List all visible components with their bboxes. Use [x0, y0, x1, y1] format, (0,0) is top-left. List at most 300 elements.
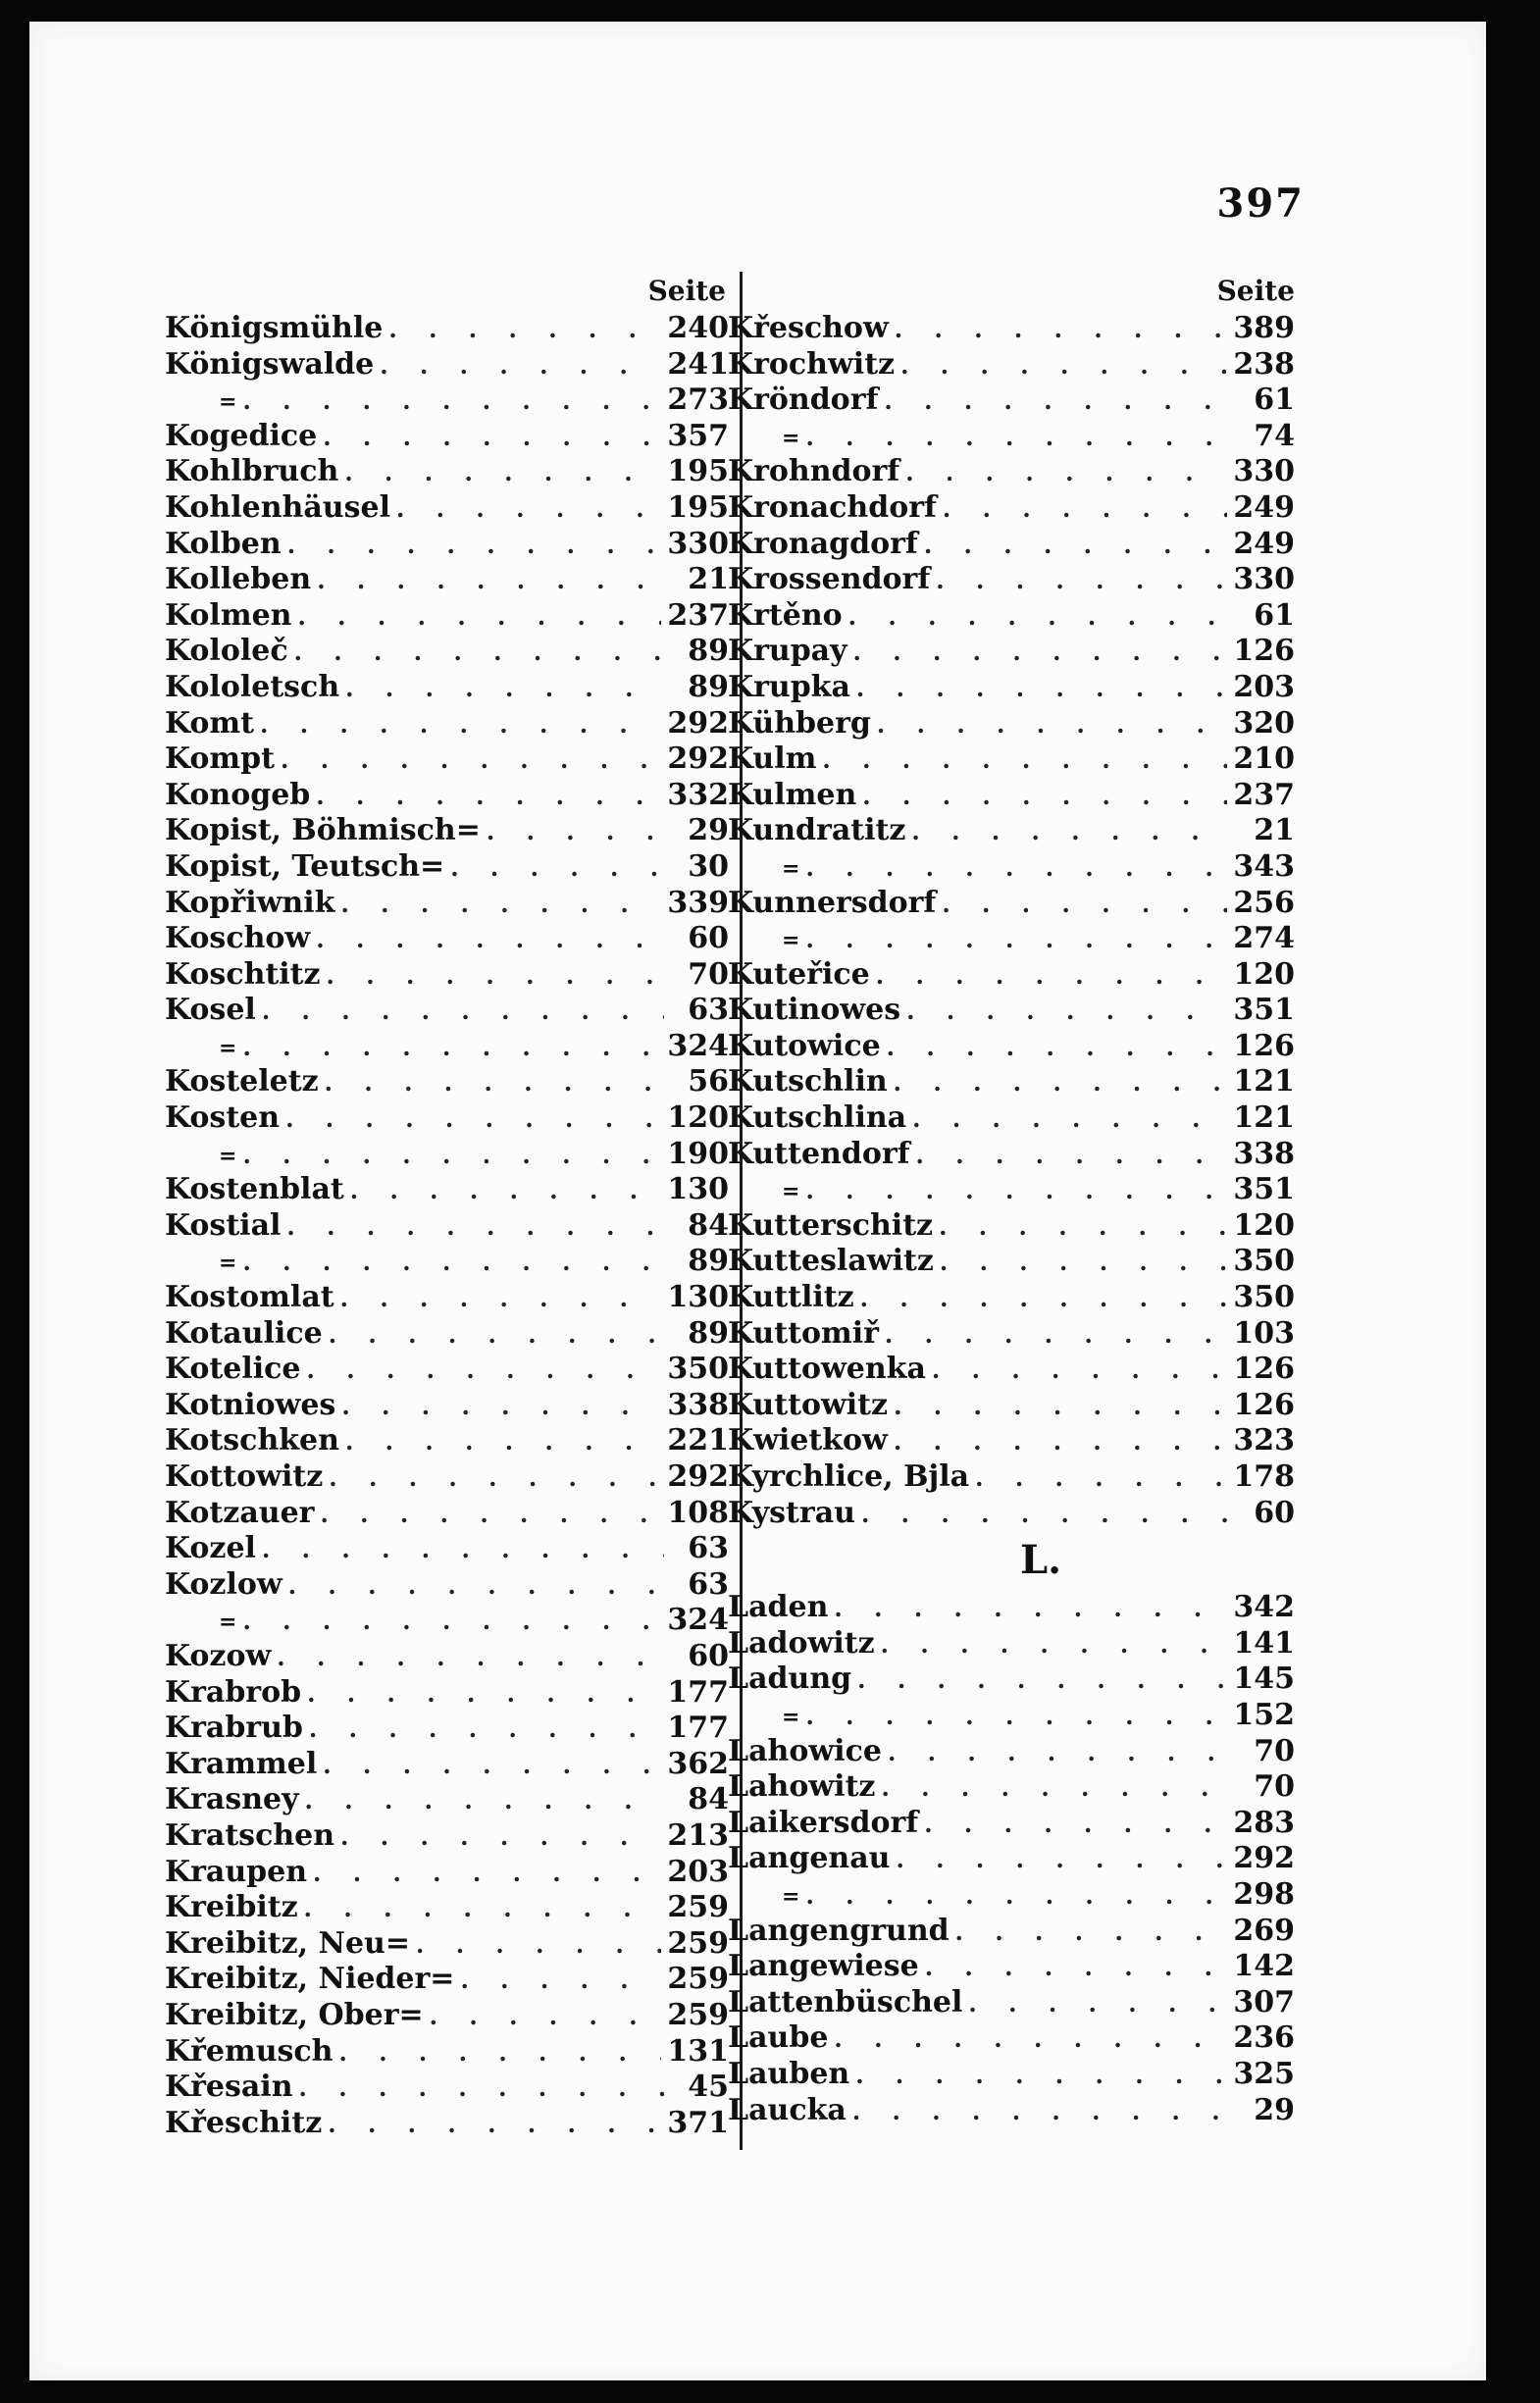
entry-page: 238	[1233, 346, 1295, 382]
entry-name: Kuttomiř	[728, 1315, 879, 1351]
index-entry	[165, 1567, 729, 1604]
dot-leader	[894, 1389, 1227, 1425]
dot-leader	[320, 1497, 661, 1533]
dot-leader	[287, 528, 662, 564]
dot-leader	[912, 1101, 1227, 1138]
entry-page: 70	[688, 956, 729, 992]
entry-page: 307	[1233, 1984, 1295, 2020]
entry-name: Krtěno	[728, 597, 843, 633]
entry-name: Kostial	[165, 1207, 282, 1243]
entry-page: 259	[667, 1997, 729, 2032]
entry-name: Kulmen	[728, 777, 857, 812]
k-entries	[728, 311, 1295, 1531]
entry-name: Křemusch	[165, 2033, 334, 2069]
entry-name: Kyrchlice, Bjla	[728, 1459, 970, 1494]
index-entry	[728, 1316, 1295, 1353]
entry-page: 330	[1233, 454, 1295, 489]
entry-page: 120	[667, 1100, 729, 1136]
entry-name: Kolmen	[165, 597, 292, 633]
index-entry	[728, 1734, 1295, 1770]
entry-name: =	[219, 389, 237, 416]
dot-leader	[460, 1963, 661, 1999]
entry-name: =	[782, 855, 800, 882]
entry-page: 61	[1254, 383, 1295, 418]
entry-name: Kwietkow	[728, 1423, 888, 1458]
dot-leader	[260, 707, 661, 743]
entry-name: Kotniowes	[165, 1387, 336, 1422]
index-entry	[728, 1280, 1295, 1316]
entry-name: Kopřiwnik	[165, 885, 335, 920]
index-entry	[728, 1459, 1295, 1496]
index-entry	[165, 1603, 729, 1639]
entry-page: 342	[1233, 1590, 1295, 1625]
index-entry	[165, 1962, 729, 1998]
dot-leader	[277, 1640, 664, 1676]
entry-page: 213	[667, 1817, 729, 1853]
dot-leader	[805, 1878, 1227, 1915]
dot-leader	[940, 1245, 1228, 1281]
index-entry	[165, 670, 729, 706]
l-entries	[728, 1590, 1295, 2128]
dot-leader	[340, 1281, 662, 1317]
dot-leader	[242, 1245, 664, 1281]
entry-name: Kreibitz, Nieder=	[165, 1962, 455, 1997]
dot-leader	[906, 994, 1227, 1030]
dot-leader	[896, 1842, 1227, 1878]
dot-leader	[329, 1317, 664, 1354]
index-entry	[728, 419, 1295, 455]
dot-leader	[848, 599, 1230, 636]
dot-leader	[834, 1591, 1227, 1627]
index-entry	[165, 562, 729, 598]
entry-page: 338	[667, 1387, 729, 1422]
dot-leader	[805, 1699, 1227, 1735]
index-entry	[728, 490, 1295, 527]
entry-page: 292	[667, 741, 729, 777]
dot-leader	[942, 887, 1227, 923]
entry-name: Krohndorf	[728, 454, 900, 489]
entry-page: 61	[1254, 597, 1295, 633]
entry-name: Kosten	[165, 1100, 281, 1136]
dot-leader	[939, 1209, 1227, 1246]
entry-page: 325	[1233, 2056, 1295, 2091]
dot-leader	[262, 994, 664, 1030]
entry-page: 351	[1233, 1172, 1295, 1207]
dot-leader	[285, 1101, 661, 1138]
index-entry	[165, 1137, 729, 1173]
dot-leader	[340, 1819, 661, 1856]
entry-name: Kronagdorf	[728, 526, 918, 561]
index-entry	[165, 1531, 729, 1567]
dot-leader	[943, 491, 1227, 528]
entry-name: Kundratitz	[728, 813, 906, 848]
entry-page: 121	[1233, 1100, 1295, 1136]
entry-name: =	[782, 1883, 800, 1910]
entry-page: 259	[667, 1925, 729, 1961]
right-index-column	[728, 311, 1295, 2128]
entry-name: Kystrau	[728, 1495, 855, 1530]
dot-leader	[305, 1783, 664, 1819]
index-entry	[728, 634, 1295, 670]
entry-name: Lahowice	[728, 1733, 882, 1768]
dot-leader	[340, 887, 661, 923]
dot-leader	[329, 1460, 661, 1497]
dot-leader	[242, 1138, 661, 1174]
dot-leader	[852, 2094, 1230, 2130]
dot-leader	[487, 814, 664, 850]
index-entry	[728, 1388, 1295, 1424]
dot-leader	[877, 707, 1227, 743]
entry-page: 292	[1233, 1841, 1295, 1876]
dot-leader	[932, 1353, 1227, 1389]
dot-leader	[307, 1353, 662, 1389]
dot-leader	[955, 1915, 1228, 1951]
entry-page: 236	[1233, 2020, 1295, 2056]
book-page	[29, 22, 1486, 2380]
dot-leader	[894, 1424, 1228, 1460]
entry-page: 145	[1233, 1662, 1295, 1697]
dot-leader	[313, 1856, 661, 1892]
dot-leader	[345, 671, 664, 707]
index-entry	[728, 454, 1295, 490]
entry-page: 70	[1254, 1769, 1295, 1805]
index-entry	[728, 670, 1295, 706]
entry-page: 89	[688, 1315, 729, 1351]
entry-name: Kostenblat	[165, 1172, 344, 1207]
dot-leader	[805, 922, 1227, 958]
index-entry	[165, 347, 729, 383]
index-entry	[165, 1244, 729, 1280]
dot-leader	[344, 455, 661, 491]
entry-page: 60	[1254, 1495, 1295, 1530]
entry-page: 351	[1233, 993, 1295, 1028]
index-entry	[165, 2034, 729, 2071]
entry-page: 350	[1233, 1280, 1295, 1315]
entry-page: 195	[667, 454, 729, 489]
dot-leader	[857, 1662, 1227, 1699]
dot-leader	[856, 671, 1227, 707]
dot-leader	[388, 312, 661, 348]
dot-leader	[316, 779, 661, 815]
index-entry	[728, 2020, 1295, 2057]
index-entry	[728, 1877, 1295, 1914]
entry-name: Kosel	[165, 993, 256, 1028]
index-entry	[728, 347, 1295, 383]
dot-leader	[304, 1891, 662, 1927]
index-entry	[165, 1639, 729, 1675]
entry-page: 21	[688, 562, 729, 597]
entry-name: Kotzauer	[165, 1495, 315, 1530]
dot-leader	[861, 1497, 1230, 1533]
entry-page: 389	[1233, 311, 1295, 345]
dot-leader	[323, 420, 661, 456]
entry-page: 210	[1233, 741, 1295, 777]
index-entry	[728, 1841, 1295, 1877]
index-entry	[728, 886, 1295, 922]
entry-page: 108	[667, 1495, 729, 1530]
entry-page: 339	[667, 885, 729, 920]
index-entry	[165, 1496, 729, 1532]
entry-name: =	[782, 1704, 800, 1730]
index-entry	[728, 527, 1295, 563]
entry-name: Krupay	[728, 634, 847, 669]
entry-page: 237	[667, 597, 729, 633]
index-entry	[165, 1998, 729, 2034]
entry-page: 343	[1233, 848, 1295, 884]
entry-name: Lattenbüschel	[728, 1984, 963, 2020]
index-entry	[165, 1711, 729, 1747]
entry-page: 30	[688, 848, 729, 884]
index-entry	[165, 419, 729, 455]
entry-name: Kololeč	[165, 634, 288, 669]
entry-name: Kotschken	[165, 1423, 339, 1458]
left-index-column	[165, 311, 729, 2141]
dot-leader	[242, 1030, 661, 1066]
entry-name: Kostomlat	[165, 1280, 334, 1315]
dot-leader	[881, 1770, 1230, 1807]
index-entry	[728, 921, 1295, 957]
dot-leader	[805, 420, 1230, 456]
dot-leader	[242, 1604, 661, 1640]
index-entry	[728, 1423, 1295, 1459]
dot-leader	[242, 383, 661, 420]
dot-leader	[968, 1986, 1227, 2022]
dot-leader	[894, 1065, 1228, 1101]
entry-name: Konogeb	[165, 777, 311, 812]
entry-page: 120	[1233, 1207, 1295, 1243]
section-letter-l: L.	[1019, 1537, 1062, 1584]
entry-name: Kratschen	[165, 1817, 335, 1853]
entry-name: Kröndorf	[728, 383, 879, 418]
entry-page: 121	[1233, 1064, 1295, 1099]
index-entry	[165, 1280, 729, 1316]
entry-name: Kompt	[165, 741, 276, 777]
dot-leader	[294, 635, 664, 671]
entry-name: Kozel	[165, 1531, 256, 1566]
index-entry	[165, 1926, 729, 1963]
entry-page: 357	[667, 418, 729, 453]
entry-page: 350	[1233, 1244, 1295, 1279]
entry-page: 84	[688, 1782, 729, 1817]
dot-leader	[862, 779, 1227, 815]
index-entry	[728, 598, 1295, 635]
index-entry	[728, 383, 1295, 419]
dot-leader	[309, 1712, 661, 1748]
dot-leader	[924, 1807, 1227, 1843]
index-entry	[165, 1352, 729, 1388]
dot-leader	[936, 563, 1227, 599]
entry-page: 131	[667, 2033, 729, 2069]
right-column-header: Seite	[1216, 275, 1295, 307]
entry-name: Kutschlin	[728, 1064, 888, 1099]
index-entry	[165, 1782, 729, 1818]
index-entry	[728, 1064, 1295, 1100]
entry-page: 70	[1254, 1733, 1295, 1768]
index-entry	[728, 993, 1295, 1029]
dot-leader	[895, 312, 1228, 348]
entry-name: Koschtitz	[165, 956, 321, 992]
index-entry	[728, 1208, 1295, 1245]
index-entry	[728, 1769, 1295, 1806]
index-entry	[165, 1029, 729, 1065]
entry-name: Kolben	[165, 526, 282, 561]
entry-name: Laden	[728, 1590, 829, 1625]
entry-name: Kuttowenka	[728, 1352, 926, 1387]
entry-page: 89	[688, 669, 729, 704]
entry-page: 237	[1233, 777, 1295, 812]
index-entry	[165, 490, 729, 527]
entry-name: Kozlow	[165, 1566, 282, 1602]
dot-leader	[325, 1065, 664, 1101]
index-entry	[728, 1352, 1295, 1388]
entry-name: Lahowitz	[728, 1769, 876, 1805]
dot-leader	[885, 1317, 1227, 1354]
index-entry	[728, 2093, 1295, 2129]
entry-name: Kutowice	[728, 1028, 881, 1063]
dot-leader	[339, 2035, 662, 2071]
index-entry	[165, 1675, 729, 1712]
index-entry	[165, 1208, 729, 1245]
entry-name: Kraupen	[165, 1854, 308, 1889]
index-entry	[728, 1496, 1295, 1532]
dot-leader	[860, 1281, 1228, 1317]
index-entry	[728, 1662, 1295, 1698]
page-number: 397	[1216, 180, 1305, 227]
index-entry	[728, 1914, 1295, 1950]
index-entry	[165, 1890, 729, 1926]
index-entry	[165, 1855, 729, 1891]
index-entry	[165, 1818, 729, 1855]
entry-name: Kotelice	[165, 1352, 301, 1387]
entry-name: Krupka	[728, 669, 850, 704]
index-entry	[728, 1137, 1295, 1173]
entry-name: Koschow	[165, 921, 311, 956]
entry-name: Kohlenhäusel	[165, 489, 390, 525]
entry-page: 60	[688, 1638, 729, 1673]
entry-name: Kuttlitz	[728, 1280, 854, 1315]
index-entry	[165, 634, 729, 670]
dot-leader	[834, 2021, 1227, 2058]
index-entry	[165, 2070, 729, 2106]
entry-name: Laube	[728, 2020, 829, 2056]
index-entry	[165, 383, 729, 419]
entry-page: 338	[1233, 1136, 1295, 1171]
entry-name: Lauben	[728, 2056, 850, 2091]
entry-name: Ladung	[728, 1662, 852, 1697]
index-entry	[728, 778, 1295, 814]
entry-name: =	[219, 1251, 237, 1277]
entry-page: 330	[1233, 562, 1295, 597]
entry-name: Ladowitz	[728, 1625, 875, 1661]
entry-page: 259	[667, 1962, 729, 1997]
dot-leader	[805, 850, 1227, 887]
entry-page: 45	[688, 2070, 729, 2105]
entry-name: =	[782, 1179, 800, 1205]
left-column-header: Seite	[647, 275, 726, 307]
dot-leader	[341, 1389, 661, 1425]
index-entry	[728, 1029, 1295, 1065]
index-entry	[165, 957, 729, 994]
index-entry	[165, 886, 729, 922]
dot-leader	[299, 2071, 664, 2107]
dot-leader	[281, 742, 661, 779]
entry-page: 120	[1233, 956, 1295, 992]
index-entry	[728, 706, 1295, 742]
index-entry	[728, 1949, 1295, 1985]
dot-leader	[450, 850, 664, 887]
index-entry	[728, 1626, 1295, 1662]
entry-page: 371	[667, 2105, 729, 2140]
index-entry	[728, 1172, 1295, 1208]
index-entry	[165, 311, 729, 347]
index-entry	[165, 2106, 729, 2142]
entry-page: 332	[667, 777, 729, 812]
entry-page: 178	[1233, 1459, 1295, 1494]
entry-page: 330	[667, 526, 729, 561]
entry-page: 292	[667, 705, 729, 741]
entry-page: 362	[667, 1746, 729, 1781]
entry-page: 29	[688, 813, 729, 848]
entry-page: 21	[1254, 813, 1295, 848]
entry-page: 142	[1233, 1949, 1295, 1984]
dot-leader	[924, 528, 1228, 564]
entry-page: 56	[688, 1064, 729, 1099]
entry-page: 126	[1233, 1028, 1295, 1063]
entry-name: Kogedice	[165, 418, 318, 453]
entry-page: 74	[1254, 418, 1295, 453]
index-entry	[165, 706, 729, 742]
entry-page: 324	[667, 1603, 729, 1638]
entry-name: Křesain	[165, 2070, 293, 2105]
entry-name: Laucka	[728, 2092, 847, 2127]
entry-name: Kosteletz	[165, 1064, 319, 1099]
dot-leader	[316, 922, 664, 958]
entry-page: 141	[1233, 1625, 1295, 1661]
index-entry	[165, 1747, 729, 1783]
entry-name: =	[219, 1143, 237, 1169]
entry-page: 63	[688, 1566, 729, 1602]
entry-name: Kutschlina	[728, 1100, 907, 1136]
entry-name: Kuteřice	[728, 956, 870, 992]
entry-name: Langewiese	[728, 1949, 919, 1984]
entry-page: 323	[1233, 1423, 1295, 1458]
entry-page: 241	[667, 346, 729, 382]
entry-page: 130	[667, 1172, 729, 1207]
entry-name: Křeschow	[728, 311, 889, 345]
dot-leader	[887, 1030, 1228, 1066]
dot-leader	[888, 1735, 1230, 1771]
index-entry	[728, 1100, 1295, 1137]
entry-page: 60	[688, 921, 729, 956]
index-entry	[165, 741, 729, 778]
entry-name: Kuttendorf	[728, 1136, 910, 1171]
entry-name: Kreibitz, Neu=	[165, 1925, 410, 1961]
entry-name: Kohlbruch	[165, 454, 339, 489]
dot-leader	[323, 1748, 661, 1784]
entry-name: Krabrub	[165, 1711, 303, 1746]
entry-name: Kopist, Böhmisch=	[165, 813, 481, 848]
index-entry	[165, 921, 729, 957]
entry-page: 292	[667, 1459, 729, 1494]
entry-page: 177	[667, 1711, 729, 1746]
entry-name: =	[219, 1610, 237, 1636]
index-entry	[728, 849, 1295, 886]
entry-page: 89	[688, 1244, 729, 1279]
entry-page: 190	[667, 1136, 729, 1171]
index-entry	[728, 1806, 1295, 1842]
dot-leader	[396, 491, 661, 528]
entry-page: 269	[1233, 1913, 1295, 1948]
